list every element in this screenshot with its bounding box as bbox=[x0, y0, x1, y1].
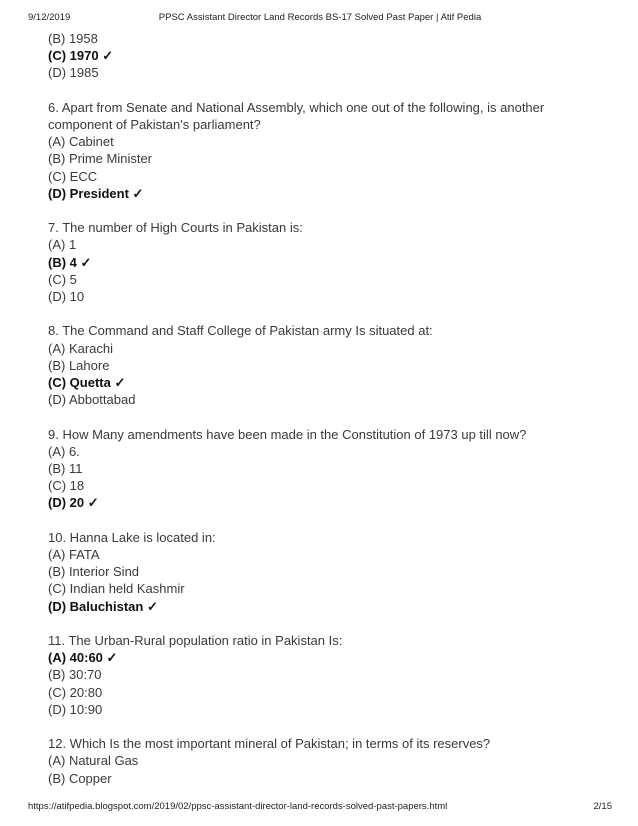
answer-option: (B) Copper bbox=[48, 770, 112, 786]
block-gap bbox=[48, 408, 608, 425]
question-block bbox=[48, 735, 608, 787]
answer-option: (A) Cabinet bbox=[48, 134, 114, 150]
block-gap bbox=[48, 718, 608, 735]
question-block bbox=[48, 219, 608, 305]
answer-option: (C) ECC bbox=[48, 168, 98, 184]
correct-answer-option: (C) 1970 ✓ bbox=[48, 48, 114, 64]
correct-answer-option: (D) 20 ✓ bbox=[48, 495, 99, 511]
question-text: 10. Hanna Lake is located in: bbox=[48, 529, 216, 545]
answer-option: (D) Abbottabad bbox=[48, 392, 136, 408]
block-gap bbox=[48, 82, 608, 99]
answer-option: (A) 1 bbox=[48, 237, 77, 253]
answer-option: (B) Lahore bbox=[48, 357, 110, 373]
print-footer bbox=[28, 801, 612, 815]
question-block bbox=[48, 99, 608, 202]
question-text: 8. The Command and Staff College of Pakistan army Is situated at: bbox=[48, 323, 433, 339]
block-gap bbox=[48, 512, 608, 529]
answer-option: (C) 18 bbox=[48, 478, 85, 494]
page-number: 2/15 bbox=[593, 801, 612, 812]
answer-option: (B) 30:70 bbox=[48, 667, 102, 683]
answer-option: (A) 6. bbox=[48, 443, 80, 459]
answer-option: (B) Interior Sind bbox=[48, 564, 140, 580]
block-gap bbox=[48, 305, 608, 322]
answer-option: (C) 5 bbox=[48, 271, 77, 287]
question-text: 11. The Urban-Rural population ratio in Pakistan Is: bbox=[48, 633, 343, 649]
correct-answer-option: (D) Baluchistan ✓ bbox=[48, 598, 158, 614]
correct-answer-option: (B) 4 ✓ bbox=[48, 254, 92, 270]
answer-option: (C) Indian held Kashmir bbox=[48, 581, 185, 597]
print-date: 9/12/2019 bbox=[28, 12, 71, 23]
question-text: 6. Apart from Senate and National Assembly, which one out of the following, is another component of Pakistan's parliament? bbox=[48, 99, 545, 132]
answer-option: (D) 10 bbox=[48, 289, 85, 305]
question-text: 9. How Many amendments have been made in the Constitution of 1973 up till now? bbox=[48, 426, 527, 442]
quiz-content bbox=[48, 30, 608, 787]
question-block bbox=[48, 426, 608, 512]
answer-option: (B) 11 bbox=[48, 461, 83, 477]
question-block bbox=[48, 30, 608, 82]
question-block bbox=[48, 529, 608, 615]
page-title: PPSC Assistant Director Land Records BS-17 Solved Past Paper | Atif Pedia bbox=[158, 12, 482, 23]
question-text: 12. Which Is the most important mineral of Pakistan; in terms of its reserves? bbox=[48, 736, 491, 752]
correct-answer-option: (C) Quetta ✓ bbox=[48, 375, 126, 391]
page-url: https://atifpedia.blogspot.com/2019/02/ppsc-assistant-director-land-records-solved-past-papers.html bbox=[28, 801, 448, 812]
answer-option: (B) Prime Minister bbox=[48, 151, 153, 167]
block-gap bbox=[48, 615, 608, 632]
question-text: 7. The number of High Courts in Pakistan is: bbox=[48, 220, 303, 236]
answer-option: (A) FATA bbox=[48, 547, 100, 563]
answer-option: (A) Natural Gas bbox=[48, 753, 139, 769]
correct-answer-option: (D) President ✓ bbox=[48, 185, 144, 201]
answer-option: (D) 10:90 bbox=[48, 701, 103, 717]
question-block bbox=[48, 632, 608, 718]
block-gap bbox=[48, 202, 608, 219]
answer-option: (D) 1985 bbox=[48, 65, 99, 81]
question-block bbox=[48, 322, 608, 408]
answer-option: (B) 1958 bbox=[48, 31, 98, 46]
answer-option: (C) 20:80 bbox=[48, 684, 103, 700]
answer-option: (A) Karachi bbox=[48, 340, 114, 356]
correct-answer-option: (A) 40:60 ✓ bbox=[48, 650, 118, 666]
print-header bbox=[28, 12, 612, 26]
